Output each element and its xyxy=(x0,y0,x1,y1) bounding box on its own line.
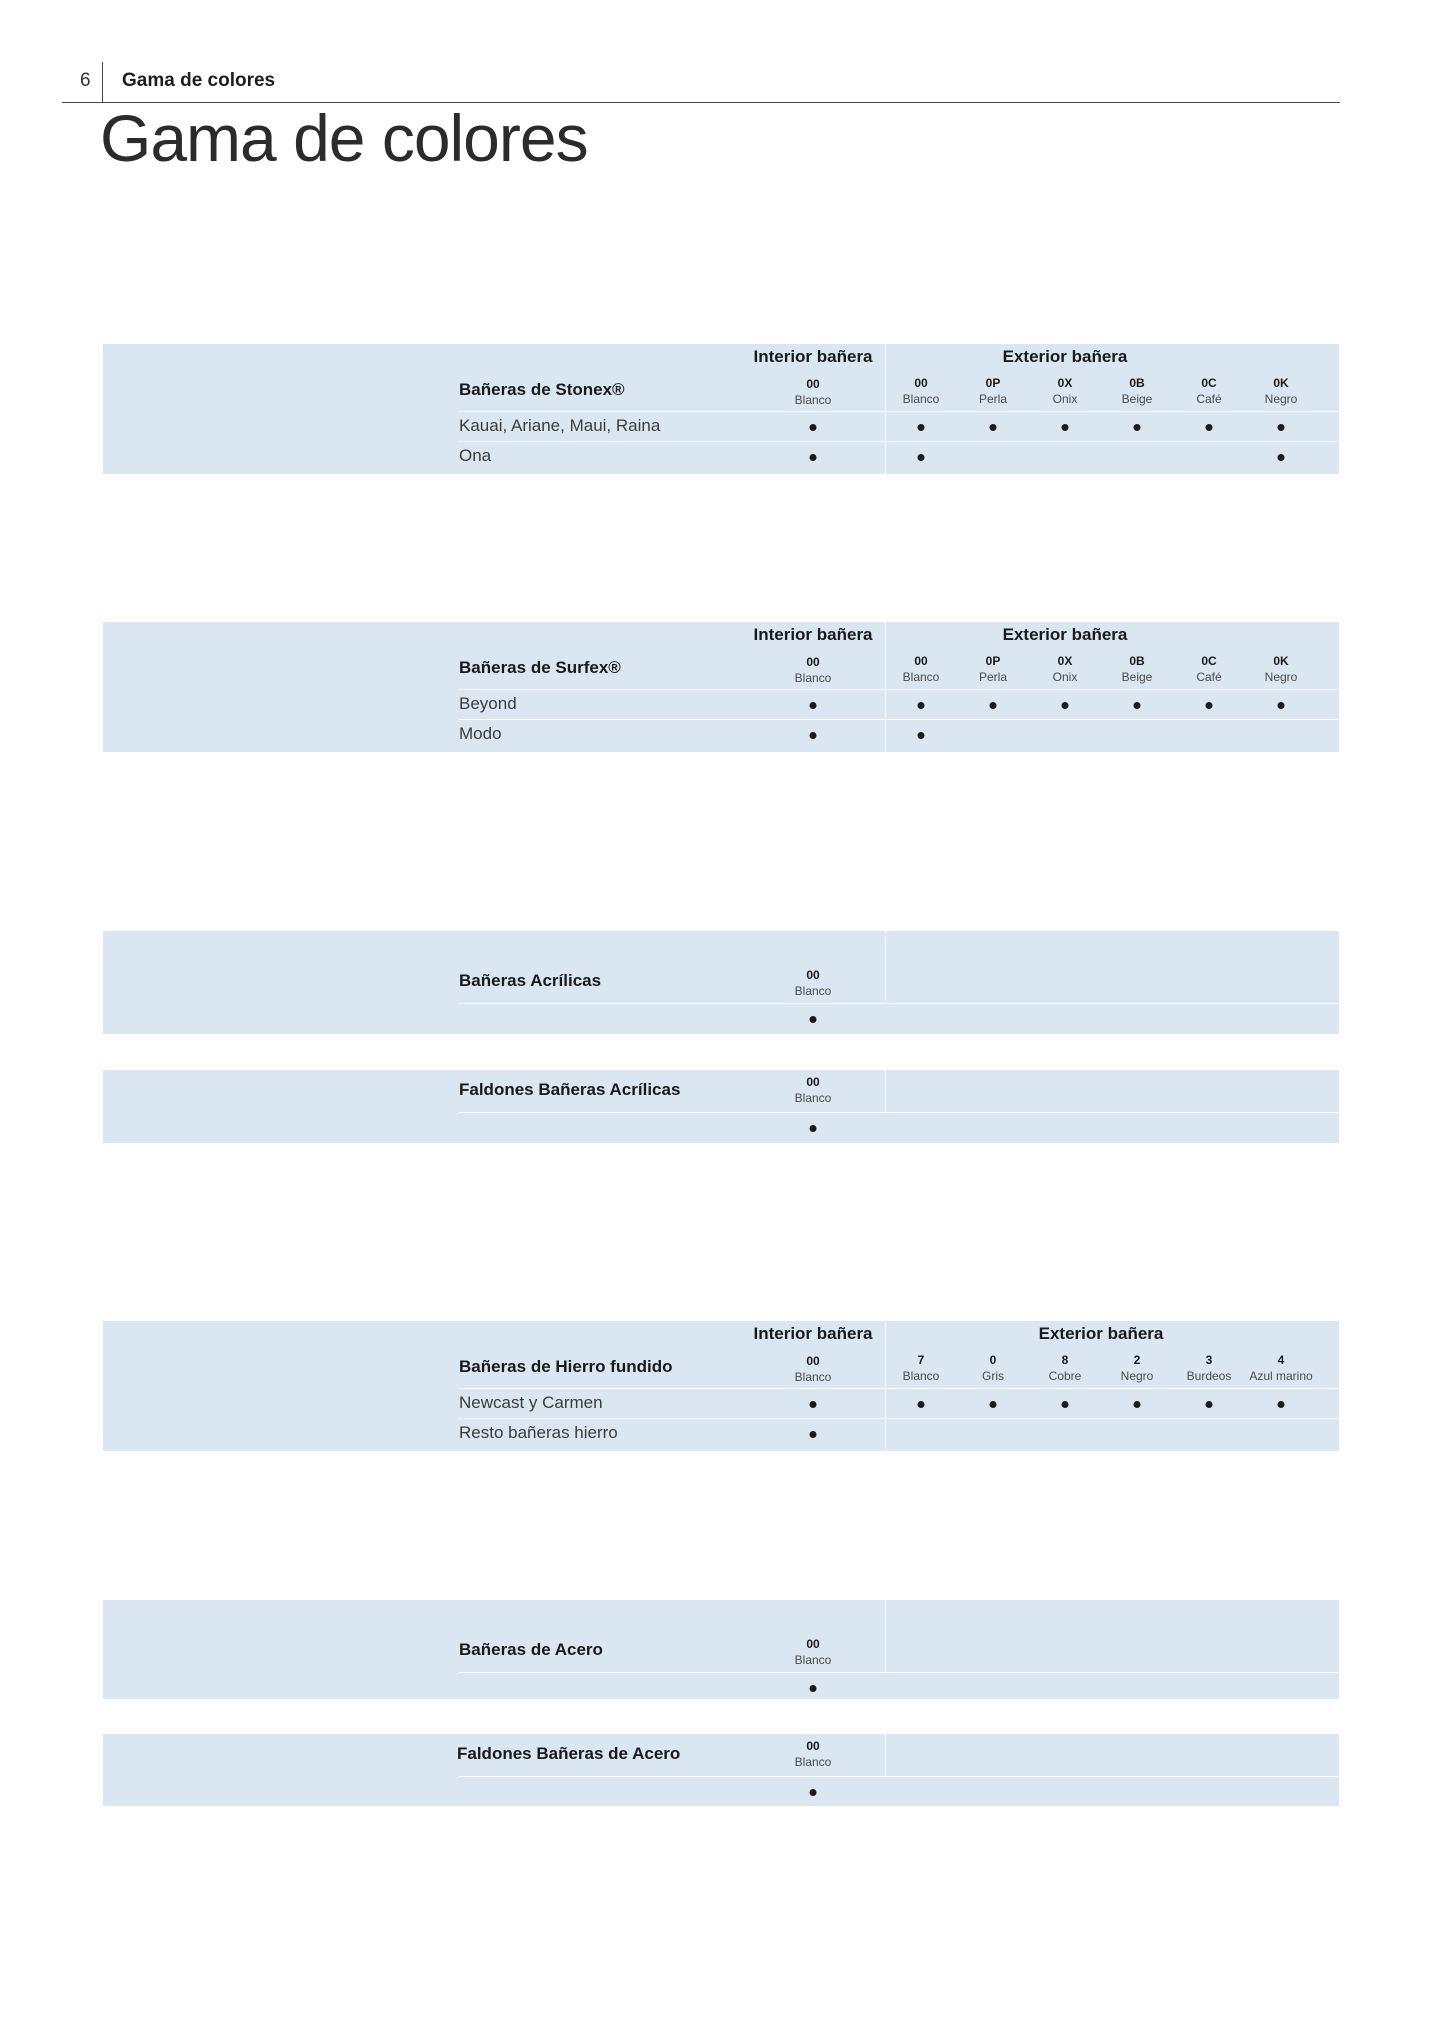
color-name: Blanco xyxy=(794,1653,832,1667)
product-name: Bañeras Acrílicas xyxy=(459,971,602,990)
color-code: 0C xyxy=(1201,376,1217,390)
interior-heading: Interior bañera xyxy=(753,625,873,644)
page-number: 6 xyxy=(80,70,91,91)
color-code: 4 xyxy=(1277,1353,1285,1367)
color-name: Blanco xyxy=(794,393,832,407)
row-divider xyxy=(459,1003,1418,1004)
color-name: Blanco xyxy=(794,1370,832,1384)
color-name: Negro xyxy=(1120,1369,1154,1383)
color-name: Blanco xyxy=(794,984,832,998)
product-name: Bañeras de Surfex® xyxy=(459,658,621,677)
row-label: Beyond xyxy=(459,694,517,713)
row-label: Modo xyxy=(459,724,502,743)
availability-dot xyxy=(1062,424,1069,431)
column-divider xyxy=(885,931,886,1003)
color-code: 0X xyxy=(1057,654,1073,668)
product-name: Faldones Bañeras de Acero xyxy=(457,1744,681,1763)
availability-dot xyxy=(990,1401,997,1408)
row-label: Kauai, Ariane, Maui, Raina xyxy=(459,416,661,435)
color-name: Burdeos xyxy=(1186,1369,1232,1383)
color-code: 00 xyxy=(806,377,820,391)
availability-dot xyxy=(810,1401,817,1408)
color-code: 0C xyxy=(1201,654,1217,668)
column-divider xyxy=(885,1321,886,1451)
color-name: Onix xyxy=(1052,670,1078,684)
color-name: Café xyxy=(1196,670,1222,684)
table-panel xyxy=(103,1070,1339,1143)
section-title: Gama de colores xyxy=(122,70,276,91)
row-divider xyxy=(459,1112,1338,1113)
column-divider xyxy=(885,1734,886,1776)
row-divider xyxy=(459,1388,1418,1389)
availability-dot xyxy=(918,1401,925,1408)
availability-dot xyxy=(810,1685,817,1692)
color-code: 8 xyxy=(1061,1353,1069,1367)
exterior-heading: Exterior bañera xyxy=(1038,1324,1164,1343)
row-divider xyxy=(459,1776,1418,1777)
color-code: 0K xyxy=(1273,376,1289,390)
color-name: Blanco xyxy=(902,670,940,684)
product-name: Bañeras de Hierro fundido xyxy=(459,1357,673,1376)
availability-dot xyxy=(1134,424,1141,431)
color-name: Cobre xyxy=(1048,1369,1082,1383)
availability-dot xyxy=(1278,424,1285,431)
color-name: Azul marino xyxy=(1249,1369,1313,1383)
color-code: 0B xyxy=(1129,654,1145,668)
color-name: Beige xyxy=(1121,670,1153,684)
row-divider xyxy=(459,441,1418,442)
availability-dot xyxy=(810,702,817,709)
product-name: Bañeras de Stonex® xyxy=(459,380,625,399)
row-divider xyxy=(459,689,1418,690)
availability-dot xyxy=(810,1016,817,1023)
color-name: Perla xyxy=(978,392,1008,406)
row-label: Newcast y Carmen xyxy=(459,1393,603,1412)
table-panel xyxy=(103,622,1339,752)
color-name: Gris xyxy=(982,1369,1004,1383)
color-code: 00 xyxy=(806,968,820,982)
availability-dot xyxy=(1206,424,1213,431)
availability-dot xyxy=(1278,1401,1285,1408)
color-code: 00 xyxy=(806,655,820,669)
availability-dot xyxy=(918,732,925,739)
product-name: Bañeras de Acero xyxy=(459,1640,603,1659)
color-code: 00 xyxy=(914,376,928,390)
color-name: Perla xyxy=(978,670,1008,684)
color-name: Blanco xyxy=(794,671,832,685)
color-name: Blanco xyxy=(902,1369,940,1383)
color-name: Café xyxy=(1196,392,1222,406)
availability-dot xyxy=(810,424,817,431)
color-code: 00 xyxy=(806,1075,820,1089)
header-divider xyxy=(102,62,103,102)
row-label: Ona xyxy=(459,446,492,465)
color-code: 2 xyxy=(1133,1353,1141,1367)
availability-dot xyxy=(990,702,997,709)
color-code: 00 xyxy=(914,654,928,668)
exterior-heading: Exterior bañera xyxy=(1002,625,1128,644)
row-divider xyxy=(459,1418,1418,1419)
availability-dot xyxy=(810,1125,817,1132)
table-panel xyxy=(103,1600,1339,1699)
color-code: 3 xyxy=(1205,1353,1213,1367)
availability-dot xyxy=(810,454,817,461)
color-code: 0K xyxy=(1273,654,1289,668)
color-code: 0P xyxy=(985,654,1001,668)
column-divider xyxy=(885,1600,886,1672)
table-panel xyxy=(103,931,1339,1034)
row-divider xyxy=(459,719,1418,720)
availability-dot xyxy=(918,424,925,431)
color-code: 00 xyxy=(806,1354,820,1368)
row-divider xyxy=(459,411,1418,412)
row-divider xyxy=(459,1672,1418,1673)
color-code: 00 xyxy=(806,1637,820,1651)
availability-dot xyxy=(990,424,997,431)
availability-dot xyxy=(1134,702,1141,709)
table-panel xyxy=(103,1321,1339,1451)
availability-dot xyxy=(1062,1401,1069,1408)
column-divider xyxy=(885,344,886,474)
availability-dot xyxy=(918,702,925,709)
color-code: 7 xyxy=(917,1353,925,1367)
exterior-heading: Exterior bañera xyxy=(1002,347,1128,366)
color-name: Onix xyxy=(1052,392,1078,406)
color-name: Blanco xyxy=(794,1091,832,1105)
availability-dot xyxy=(918,454,925,461)
availability-dot xyxy=(1134,1401,1141,1408)
availability-dot xyxy=(1062,702,1069,709)
table-panel xyxy=(103,344,1339,474)
color-name: Beige xyxy=(1121,392,1153,406)
interior-heading: Interior bañera xyxy=(753,1324,873,1343)
color-code: 00 xyxy=(806,1739,820,1753)
availability-dot xyxy=(1206,702,1213,709)
color-code: 0X xyxy=(1057,376,1073,390)
color-name: Negro xyxy=(1264,392,1298,406)
interior-heading: Interior bañera xyxy=(753,347,873,366)
color-code: 0P xyxy=(985,376,1001,390)
row-label: Resto bañeras hierro xyxy=(459,1423,618,1442)
column-divider xyxy=(885,1070,886,1112)
availability-dot xyxy=(1278,454,1285,461)
availability-dot xyxy=(810,1789,817,1796)
color-name: Negro xyxy=(1264,670,1298,684)
availability-dot xyxy=(1206,1401,1213,1408)
color-code: 0B xyxy=(1129,376,1145,390)
color-name: Blanco xyxy=(794,1755,832,1769)
table-panel xyxy=(103,1734,1339,1806)
color-name: Blanco xyxy=(902,392,940,406)
availability-dot xyxy=(1278,702,1285,709)
page-title: Gama de colores xyxy=(100,101,588,175)
color-code: 0 xyxy=(989,1353,997,1367)
column-divider xyxy=(885,622,886,752)
availability-dot xyxy=(810,732,817,739)
availability-dot xyxy=(810,1431,817,1438)
product-name: Faldones Bañeras Acrílicas xyxy=(459,1080,681,1099)
